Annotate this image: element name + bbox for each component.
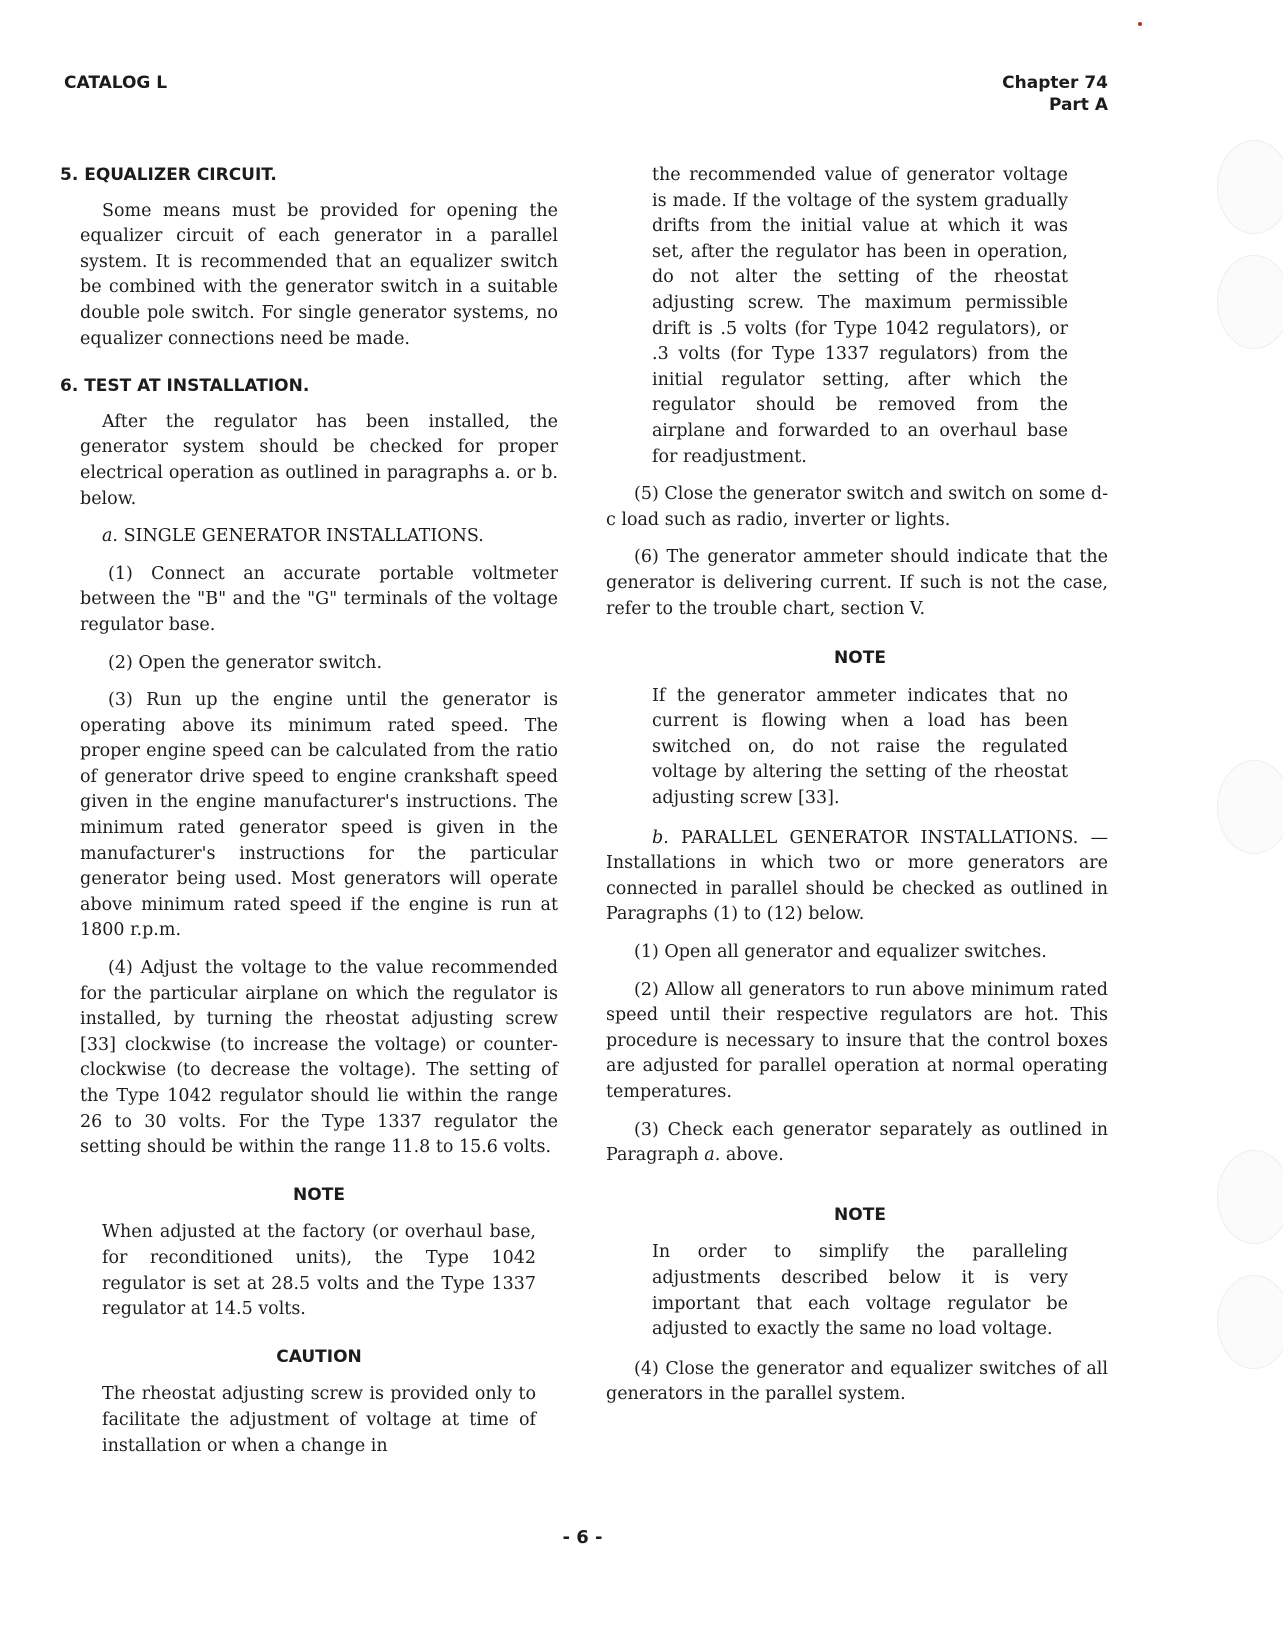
part-label: Part A (1048, 95, 1108, 115)
subsection-b-heading: PARALLEL GENERATOR INSTALLATIONS. (681, 827, 1079, 848)
note-3-text: In order to simplify the paralleling adjustments described below it is very important that each voltage regulator be adjusted to exactly the same no load voltage. (652, 1242, 1068, 1340)
step-6: (6) The generator ammeter should indicate that the generator is delivering current. If such is not the case, refer to the trouble chart, section V. (606, 547, 1108, 619)
parallel-step-3-text: (3) Check each generator separately as outlined in Paragraph (606, 1119, 1108, 1166)
note-2-text: If the generator ammeter indicates that no current is flowing when a load has been switched on, do not raise the regulated voltage by altering the setting of the rheostat adjusting screw [33]. (652, 685, 1068, 809)
subsection-a-title (80, 524, 558, 550)
note-text: When adjusted at the factory (or overhaul base, for reconditioned units), the Type 1042 regulator is set at 28.5 volts and the Type 1337 regulator at 14.5 volts. (102, 1222, 536, 1320)
parallel-step-3 (606, 1118, 1108, 1169)
caution-continued (652, 163, 1068, 470)
catalog-header: CATALOG L (64, 73, 168, 93)
binder-hole (1217, 760, 1283, 854)
chapter-label: Chapter 74 (1002, 73, 1108, 93)
step-1: (1) Connect an accurate portable voltmeter between the "B" and the "G" terminals of the voltage regulator base. (80, 563, 558, 635)
right-column (606, 163, 1108, 1420)
section-6-title: 6. TEST AT INSTALLATION. (60, 376, 310, 397)
caution-box (102, 1345, 536, 1459)
note-box (102, 1183, 536, 1323)
parallel-step-1: (1) Open all generator and equalizer switches. (634, 942, 1047, 963)
parallel-step-3-ref: a. (704, 1145, 721, 1166)
binder-hole (1217, 255, 1283, 349)
left-column (60, 163, 558, 1473)
step-5: (5) Close the generator switch and switch on some d-c load such as radio, inverter or lights. (606, 484, 1108, 530)
section-5-title: 5. EQUALIZER CIRCUIT. (60, 165, 277, 185)
note-2-title: NOTE (834, 648, 886, 669)
binder-hole (1217, 1275, 1283, 1369)
note-box-3 (652, 1203, 1068, 1343)
page-number: - 6 - (562, 1527, 603, 1548)
subsection-b-text: —Installations in which two or more generators are connected in parallel should be checked as outlined in Paragraphs (1) to (12) below. (606, 827, 1108, 925)
step-4: (4) Adjust the voltage to the value recommended for the particular airplane on which the regulator is installed, by turning the rheostat adjusting screw [33] clockwise (to increase the voltage) or counter-clockwise (to decrease the voltage). The setting of the Type 1042 regulator should lie within the range 26 to 30 volts. For the Type 1337 regulator the setting should be within the range 11.8 to 15.6 volts. (80, 958, 558, 1158)
note-3-title: NOTE (834, 1204, 886, 1225)
caution-continued-text: the recommended value of generator voltage is made. If the voltage of the system gradually drifts from the initial value at which it was set, after the regulator has been in operation, do not alter the setting of the rheostat adjusting screw. The maximum permissible drift is .5 volts (for Type 1042 regulators), or .3 volts (for Type 1337 regulators) from the initial regulator setting, after which the regulator should be removed from the airplane and forwarded to an overhaul base for readjustment. (652, 165, 1068, 467)
subsection-a-label: a. (102, 526, 118, 547)
caution-text: The rheostat adjusting screw is provided only to facilitate the adjustment of voltage at time of installation or when a change in (102, 1384, 536, 1456)
parallel-step-2: (2) Allow all generators to run above minimum rated speed until their respective regulators are hot. This procedure is necessary to insure that the control boxes are adjusted for parallel operation at normal operating temperatures. (606, 979, 1108, 1102)
subsection-b (606, 826, 1108, 928)
subsection-a-heading: SINGLE GENERATOR INSTALLATIONS. (123, 526, 484, 547)
section-5-text: Some means must be provided for opening the equalizer circuit of each generator in a parallel system. It is recommended that an equalizer switch be combined with the generator switch in a suitable double pole switch. For single generator systems, no equalizer connections need be made. (80, 200, 558, 349)
chapter-header (1002, 72, 1108, 116)
step-3: (3) Run up the engine until the generator is operating above its minimum rated speed. The proper engine speed can be calculated from the ratio of generator drive speed to engine crankshaft speed given in the engine manufacturer's instructions. The minimum rated generator speed is given in the manufacturer's instructions for the particular generator being used. Most generators will operate above minimum rated speed if the engine is run at 1800 r.p.m. (80, 690, 558, 941)
caution-title: CAUTION (276, 1346, 362, 1367)
ink-speck (1138, 22, 1142, 26)
step-2: (2) Open the generator switch. (108, 652, 383, 673)
subsection-b-label: b. (652, 827, 669, 848)
note-title: NOTE (293, 1184, 345, 1205)
binder-hole (1217, 140, 1283, 234)
parallel-step-3-end: above. (725, 1145, 784, 1166)
note-box-2 (652, 646, 1068, 812)
parallel-step-4: (4) Close the generator and equalizer switches of all generators in the parallel system. (606, 1358, 1108, 1405)
section-6-text: After the regulator has been installed, the generator system should be checked for proper electrical operation as outlined in paragraphs a. or b. below. (80, 411, 558, 509)
binder-hole (1217, 1150, 1283, 1244)
